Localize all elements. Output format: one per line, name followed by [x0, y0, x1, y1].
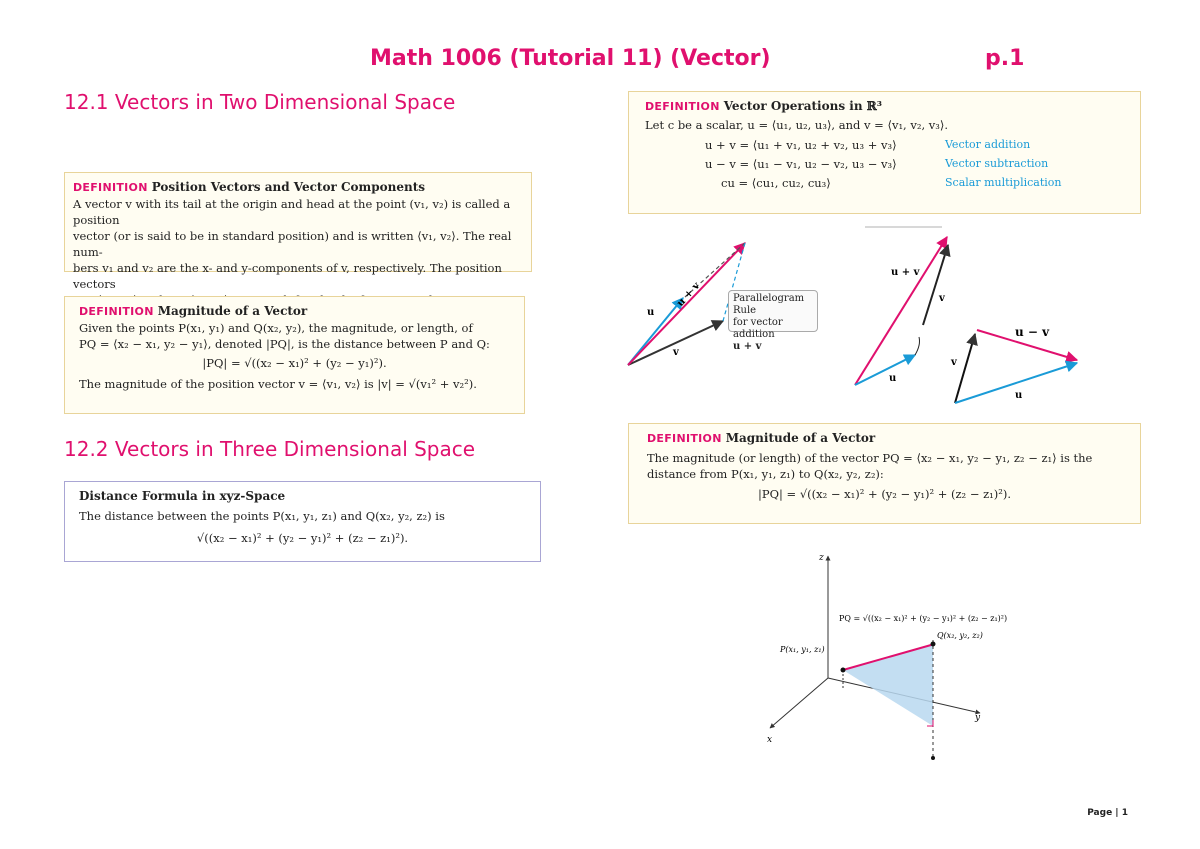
- pq-formula-label: PQ = √((x₂ − x₁)² + (y₂ − y₁)² + (z₂ − z₁)²): [839, 614, 1008, 623]
- point-p: [841, 668, 846, 673]
- magnitude-3d-formula: |PQ| = √((x₂ − x₁)² + (y₂ − y₁)² + (z₂ − z₁)²).: [757, 487, 1012, 501]
- label-v: v: [939, 293, 945, 304]
- definition-tag: DEFINITION: [645, 100, 720, 113]
- operation-label: Scalar multiplication: [945, 176, 1062, 189]
- definition-line: PQ = ⟨x₂ − x₁, y₂ − y₁⟩, denoted |PQ|, is the distance between P and Q:: [79, 337, 490, 351]
- definition-line: Given the points P(x₁, y₁) and Q(x₂, y₂), the magnitude, or length, of: [79, 321, 473, 335]
- caption-line: for vector addition: [733, 317, 783, 340]
- connector-curve: [915, 337, 920, 355]
- operation-label: Vector subtraction: [945, 157, 1049, 170]
- vector-v-arrow: [628, 321, 723, 365]
- definition-line: vector (or is said to be in standard position) and is written ⟨v₁, v₂⟩. The real num-: [73, 229, 512, 259]
- label-u: u: [1015, 390, 1023, 401]
- triangle-addition-figure: [845, 225, 955, 390]
- magnitude-formula: |PQ| = √((x₂ − x₁)² + (y₂ − y₁)²).: [202, 356, 387, 370]
- section-heading-2d: 12.1 Vectors in Two Dimensional Space: [64, 90, 456, 114]
- definition-line: A vector v with its tail at the origin and head at the point (v₁, v₂) is called a position: [73, 197, 511, 227]
- definition-title: Position Vectors and Vector Components: [151, 180, 425, 194]
- caption-line: u + v: [733, 341, 762, 352]
- distance-formula-title: Distance Formula in xyz-Space: [79, 489, 286, 503]
- definition-tag: DEFINITION: [79, 305, 154, 318]
- document-title: Math 1006 (Tutorial 11) (Vector): [370, 46, 771, 71]
- label-z: z: [819, 553, 824, 563]
- label-x: x: [767, 735, 773, 745]
- vector-subtraction-figure: [945, 318, 1095, 408]
- definition-line: The magnitude (or length) of the vector PQ = ⟨x₂ − x₁, y₂ − y₁, z₂ − z₁⟩ is the: [647, 451, 1093, 465]
- operations-intro: Let c be a scalar, u = ⟨u₁, u₂, u₃⟩, and v = ⟨v₁, v₂, v₃⟩.: [645, 118, 949, 132]
- definition-line: bers v₁ and v₂ are the x- and y-components of v, respectively. The position vectors: [73, 261, 502, 291]
- operation-equation: u + v = ⟨u₁ + v₁, u₂ + v₂, u₃ + v₃⟩: [705, 138, 897, 152]
- definition-title: Magnitude of a Vector: [157, 304, 308, 318]
- definition-line: The magnitude of the position vector v = ⟨v₁, v₂⟩ is |v| = √(v₁² + v₂²).: [79, 377, 477, 391]
- definition-magnitude-2d: [64, 296, 525, 414]
- definition-position-vectors: [64, 172, 532, 291]
- label-v: v: [951, 357, 957, 368]
- label-u: u: [889, 373, 897, 384]
- definition-vector-operations: [628, 91, 1141, 214]
- definition-line: distance from P(x₁, y₁, z₁) to Q(x₂, y₂, z₂):: [647, 467, 884, 481]
- label-y: y: [975, 713, 981, 723]
- page-footer: Page | 1: [1087, 808, 1128, 818]
- label-u-plus-v: u + v: [675, 280, 703, 310]
- section-heading-3d: 12.2 Vectors in Three Dimensional Space: [64, 437, 476, 461]
- caption-line: Parallelogram Rule: [733, 293, 805, 316]
- page-number-label: p.1: [985, 46, 1025, 71]
- operation-row: [705, 156, 1124, 172]
- p-point-label: P(x₁, y₁, z₁): [780, 645, 825, 654]
- operation-equation: cu = ⟨cu₁, cu₂, cu₃⟩: [721, 176, 831, 190]
- label-u-plus-v: u + v: [891, 267, 920, 278]
- distance-formula-line: The distance between the points P(x₁, y₁, z₁) and Q(x₂, y₂, z₂) is: [79, 509, 445, 523]
- distance-formula-box: [64, 481, 541, 562]
- definition-tag: DEFINITION: [73, 181, 148, 194]
- definition-magnitude-3d: [628, 423, 1141, 524]
- label-u: u: [647, 307, 655, 318]
- operation-row: [721, 175, 1124, 191]
- point-projection: [931, 756, 935, 760]
- x-axis: [770, 678, 828, 728]
- point-q: [931, 642, 936, 647]
- operation-equation: u − v = ⟨u₁ − v₁, u₂ − v₂, u₃ − v₃⟩: [705, 157, 897, 171]
- parallelogram-caption: [728, 290, 818, 352]
- q-point-label: Q(x₂, y₂, z₂): [937, 631, 983, 640]
- vector-v-arrow: [955, 334, 975, 403]
- definition-title: Vector Operations in ℝ³: [723, 99, 882, 113]
- label-v: v: [673, 347, 679, 358]
- definition-title: Magnitude of a Vector: [725, 431, 876, 445]
- definition-tag: DEFINITION: [647, 432, 722, 445]
- distance-formula: √((x₂ − x₁)² + (y₂ − y₁)² + (z₂ − z₁)²).: [196, 531, 409, 545]
- operation-row: [705, 137, 1124, 153]
- operation-label: Vector addition: [945, 138, 1031, 151]
- label-u-minus-v: u − v: [1015, 325, 1050, 339]
- distance-3d-figure: [755, 548, 1045, 763]
